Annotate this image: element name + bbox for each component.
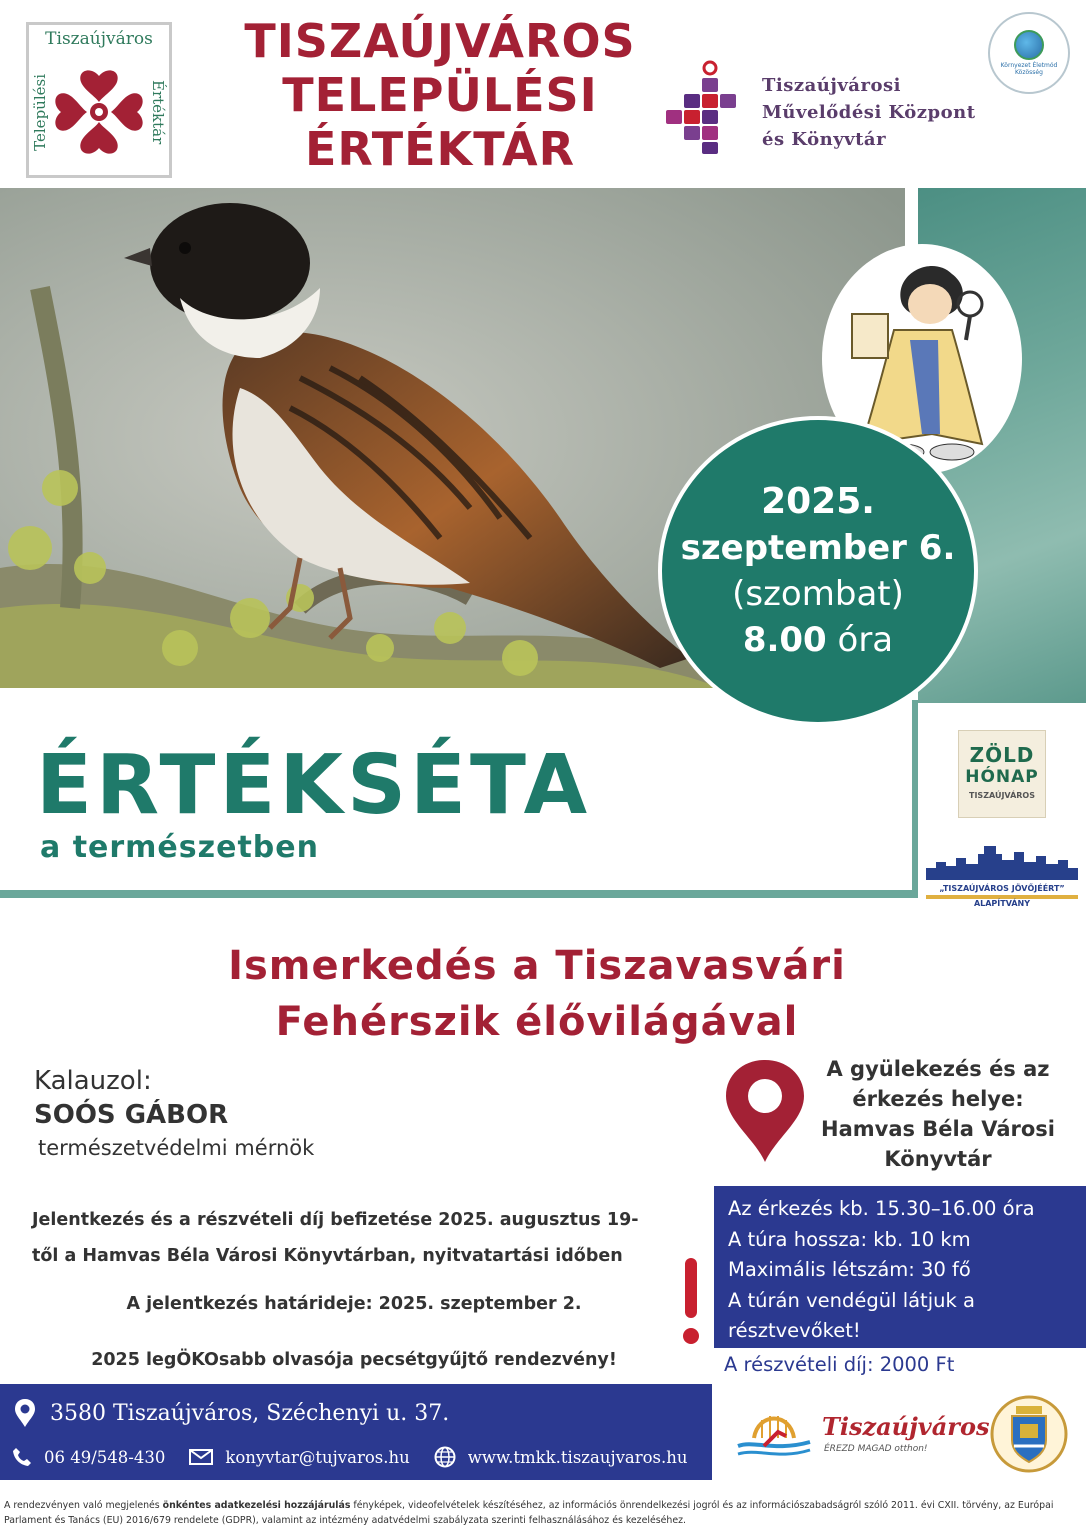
exclamation-icon	[678, 1256, 704, 1346]
disclaimer-text: A rendezvényen való megjelenés	[4, 1500, 163, 1511]
location-pin-icon	[724, 1058, 806, 1164]
phone-text: 06 49/548-430	[44, 1447, 166, 1467]
website-text: www.tmkk.tiszaujvaros.hu	[467, 1447, 688, 1467]
alapitvany-line1: „TISZAÚJVÁROS JÖVŐJÉÉRT”	[939, 884, 1065, 893]
contact-bar	[0, 1384, 712, 1480]
registration-deadline: A jelentkezés határideje: 2025. szeptember 2.	[126, 1294, 582, 1314]
globe-icon	[1014, 30, 1044, 60]
info-line: Maximális létszám: 30 fő	[728, 1258, 971, 1281]
meeting-point	[800, 1054, 1076, 1174]
event-day: szeptember 6.	[680, 528, 956, 568]
privacy-disclaimer	[4, 1498, 1084, 1528]
stamp-event-note: 2025 legÖKOsabb olvasója pecsétgyűjtő rendezvény!	[91, 1350, 617, 1370]
zold-honap-line3: TISZAÚJVÁROS	[969, 791, 1035, 800]
title-line: TISZAÚJVÁROS	[244, 14, 636, 68]
ertektar-logo-top: Tiszaújváros	[45, 29, 153, 49]
disclaimer-bold: önkéntes adatkezelési hozzájárulás	[162, 1500, 351, 1511]
organizer-line: Művelődési Központ	[762, 102, 976, 123]
coat-of-arms-icon	[990, 1394, 1068, 1474]
zold-honap-logo	[958, 730, 1046, 818]
kek-logo	[988, 12, 1070, 94]
meeting-line: Könyvtár	[884, 1147, 992, 1171]
headline-line: Fehérszik élővilágával	[275, 999, 799, 1045]
address-text: 3580 Tiszaújváros, Széchenyi u. 37.	[50, 1400, 450, 1426]
event-title: ÉRTÉKSÉTA	[36, 738, 592, 833]
city-slogan: ÉREZD MAGAD otthon!	[824, 1444, 928, 1454]
page-title	[190, 14, 690, 176]
email[interactable]	[189, 1448, 409, 1467]
meeting-line: A gyülekezés és az	[826, 1057, 1050, 1081]
info-line: résztvevőket!	[728, 1319, 861, 1342]
headline-line: Ismerkedés a Tiszavasvári	[228, 943, 846, 989]
frame-line-vertical	[912, 700, 918, 890]
map-pin-icon	[14, 1398, 36, 1428]
city-skyline-icon	[926, 842, 1078, 880]
ertektar-logo-right: Értéktár	[149, 79, 167, 145]
tmkk-logo-icon	[662, 60, 744, 156]
guide-label: Kalauzol:	[34, 1066, 152, 1096]
email-text: konyvtar@tujvaros.hu	[225, 1447, 410, 1467]
headline	[0, 938, 1074, 1050]
zold-honap-line1: ZÖLD	[969, 743, 1035, 767]
ertektar-logo	[26, 22, 172, 178]
registration-info	[32, 1202, 682, 1274]
city-brand: Tiszaújváros	[822, 1412, 990, 1441]
globe-web-icon	[434, 1446, 456, 1468]
event-time-value: 8.00	[742, 620, 827, 660]
meeting-line: érkezés helye:	[852, 1087, 1024, 1111]
guide-role: természetvédelmi mérnök	[38, 1136, 315, 1160]
swimmer-logo-icon	[734, 1402, 814, 1466]
sponsor-logos	[712, 1384, 1086, 1494]
disclaimer-text: fényképek, videofelvételek készítéséhez, az információs önrendelkezési jogról és az információszabadságról szóló 2011. évi CXII. törvény, az Európai Parlament és Tanács (EU) 2016/679 rendelete (GDPR), valamint az intézmény adatvédelmi szabályzata szerinti felhasználásához és kezeléséhez.	[4, 1500, 1054, 1526]
info-line: A túrán vendégül látjuk a	[728, 1288, 975, 1312]
phone[interactable]	[12, 1447, 165, 1467]
event-date-badge	[658, 416, 978, 726]
event-time-unit: óra	[837, 620, 894, 660]
website[interactable]	[434, 1446, 688, 1468]
event-subtitle: a természetben	[40, 830, 319, 865]
meeting-line: Hamvas Béla Városi	[821, 1117, 1055, 1141]
organizer-line: és Könyvtár	[762, 129, 887, 150]
registration-line: től a Hamvas Béla Városi Könyvtárban, nyitvatartási időben	[32, 1246, 623, 1266]
title-line: ÉRTÉKTÁR	[304, 122, 576, 176]
contact-row	[12, 1446, 712, 1468]
ertektar-logo-left: Települési	[31, 73, 49, 151]
phone-icon	[12, 1447, 32, 1467]
alapitvany-logo	[926, 842, 1078, 910]
event-weekday: (szombat)	[732, 574, 904, 614]
event-year: 2025.	[761, 481, 875, 522]
frame-line-horizontal	[0, 890, 918, 898]
registration-line: Jelentkezés és a részvételi díj befizetése 2025. augusztus 19-	[32, 1210, 639, 1230]
info-line: Az érkezés kb. 15.30–16.00 óra	[728, 1197, 1035, 1220]
zold-honap-line2: HÓNAP	[965, 767, 1039, 787]
participation-fee: A részvételi díj: 2000 Ft	[714, 1348, 1086, 1384]
event-time	[662, 617, 974, 663]
kek-logo-text: Környezet Életmód Közösség	[1000, 62, 1058, 76]
envelope-icon	[189, 1449, 213, 1465]
alapitvany-line2: ALAPÍTVÁNY	[973, 899, 1031, 908]
guide-name: SOÓS GÁBOR	[34, 1100, 229, 1130]
info-line: A túra hossza: kb. 10 km	[728, 1227, 971, 1251]
organizer-line: Tiszaújvárosi	[762, 75, 901, 96]
folk-heart-icon	[51, 62, 147, 162]
title-line: TELEPÜLÉSI	[282, 68, 598, 122]
address	[14, 1398, 449, 1428]
